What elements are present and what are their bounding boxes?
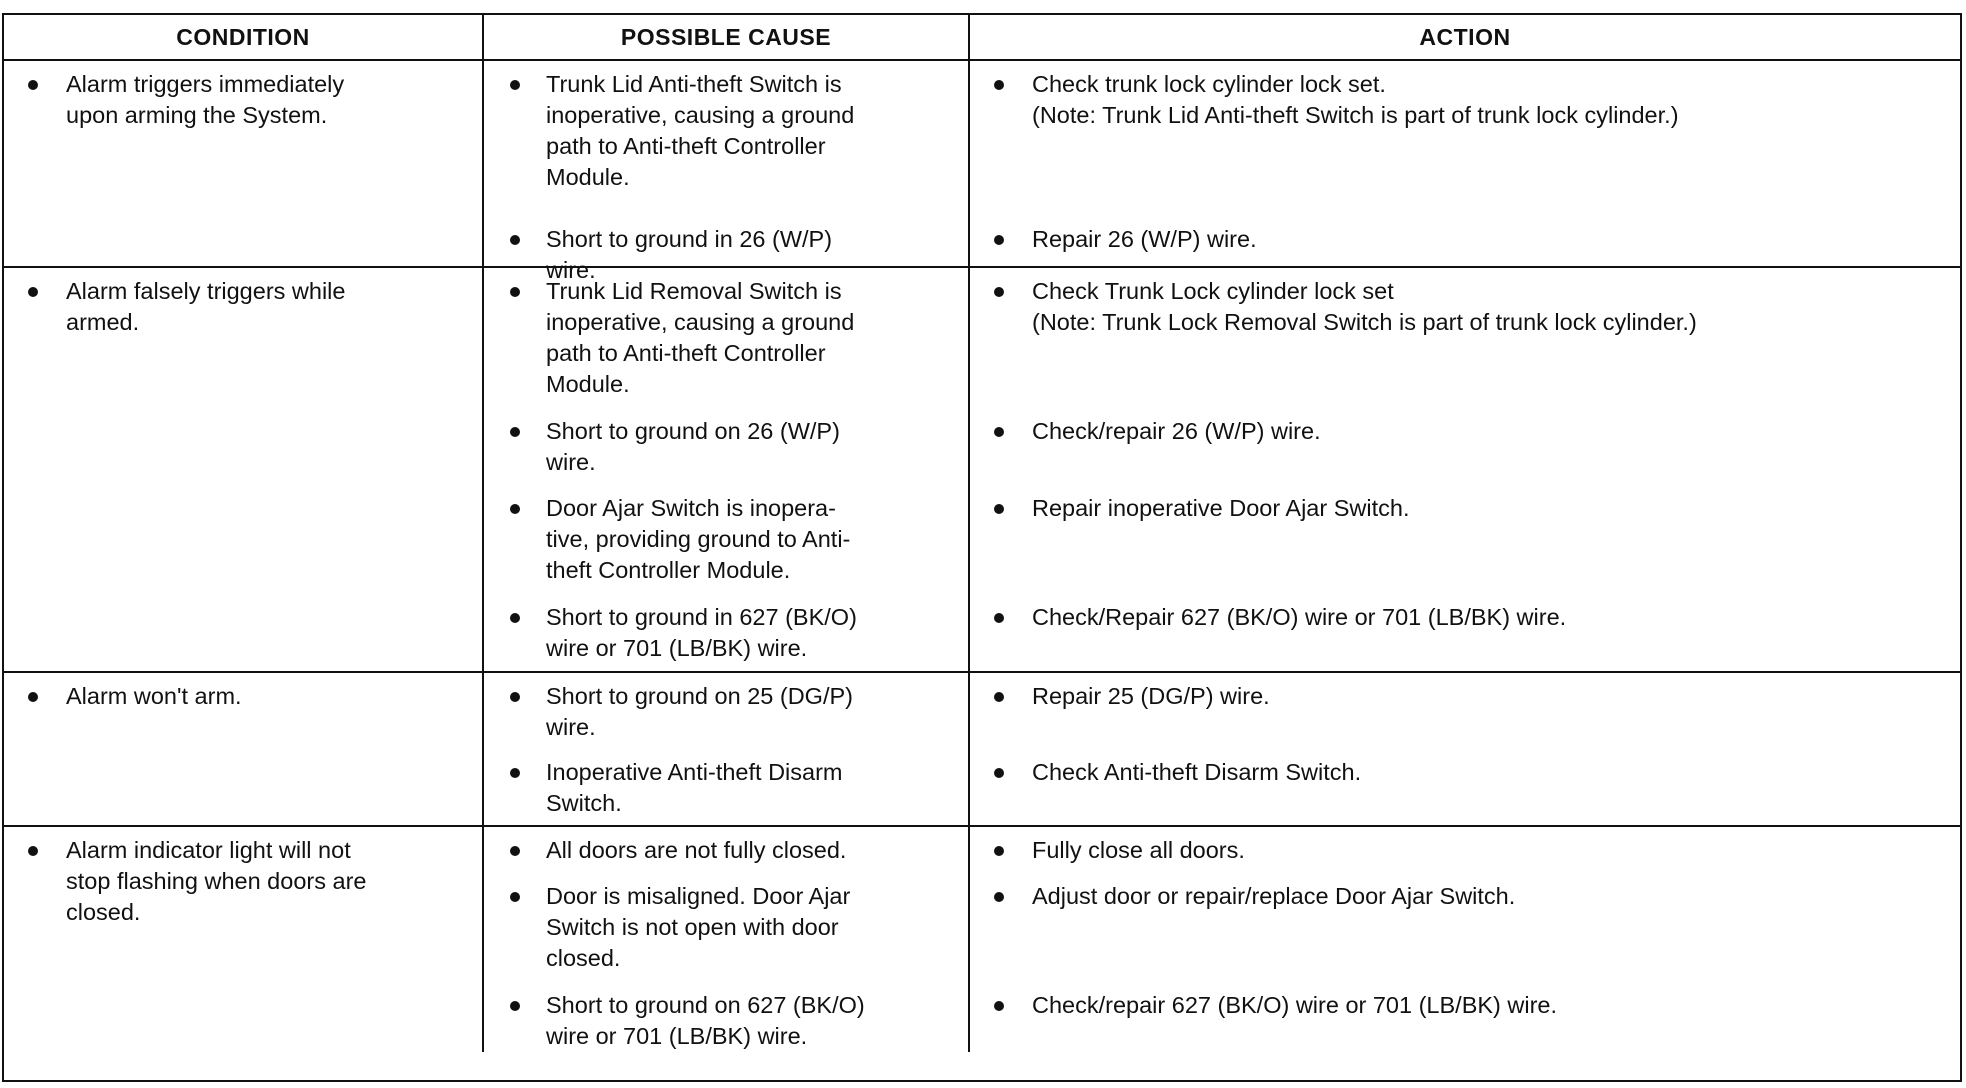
cause-cell xyxy=(484,61,970,283)
condition-text: Alarm falsely triggers while armed. xyxy=(4,276,482,338)
cause-item: All doors are not fully closed. xyxy=(484,835,968,881)
action-item: Check/repair 26 (W/P) wire. xyxy=(970,416,1960,493)
troubleshooting-table xyxy=(2,13,1962,1082)
action-item: Repair 26 (W/P) wire. xyxy=(970,224,1960,255)
header-condition: CONDITION xyxy=(4,15,484,59)
cause-item: Door is misaligned. Door Ajar Switch is not open with door closed. xyxy=(484,881,968,990)
cause-item: Trunk Lid Anti-theft Switch is inoperative, causing a ground path to Anti-theft Controller Module. xyxy=(484,69,968,224)
cause-cell xyxy=(484,268,970,671)
condition-text: Alarm won't arm. xyxy=(4,681,482,712)
condition-text: Alarm triggers immediately upon arming the System. xyxy=(4,69,482,131)
cause-item: Inoperative Anti-theft Disarm Switch. xyxy=(484,757,968,819)
header-possible-cause: POSSIBLE CAUSE xyxy=(484,15,970,59)
condition-cell xyxy=(4,673,484,825)
condition-cell xyxy=(4,61,484,266)
table-row xyxy=(4,268,1960,673)
action-item: Check Anti-theft Disarm Switch. xyxy=(970,757,1960,788)
action-cell xyxy=(970,827,1960,1052)
action-item: Check/Repair 627 (BK/O) wire or 701 (LB/BK) wire. xyxy=(970,602,1960,633)
action-cell xyxy=(970,673,1960,825)
table-row xyxy=(4,61,1960,283)
cause-item: Door Ajar Switch is inopera- tive, providing ground to Anti- theft Controller Module. xyxy=(484,493,968,602)
table-header xyxy=(4,15,1960,61)
table-row xyxy=(4,827,1960,1052)
action-cell xyxy=(970,268,1960,671)
cause-cell xyxy=(484,673,970,825)
cause-item: Short to ground on 25 (DG/P) wire. xyxy=(484,681,968,757)
condition-cell xyxy=(4,827,484,1052)
table-row xyxy=(4,673,1960,827)
condition-cell xyxy=(4,268,484,671)
cause-item: Short to ground in 26 (W/P) wire. xyxy=(484,224,968,286)
action-cell xyxy=(970,61,1960,266)
action-item: Fully close all doors. xyxy=(970,835,1960,881)
condition-text: Alarm indicator light will not stop flashing when doors are closed. xyxy=(4,835,482,928)
action-item: Check Trunk Lock cylinder lock set (Note: Trunk Lock Removal Switch is part of trunk lock cylinder.) xyxy=(970,276,1960,416)
cause-item: Trunk Lid Removal Switch is inoperative, causing a ground path to Anti-theft Controller Module. xyxy=(484,276,968,416)
action-item: Repair 25 (DG/P) wire. xyxy=(970,681,1960,757)
cause-item: Short to ground on 26 (W/P) wire. xyxy=(484,416,968,493)
cause-item: Short to ground on 627 (BK/O) wire or 701 (LB/BK) wire. xyxy=(484,990,968,1052)
cause-cell xyxy=(484,827,970,1052)
action-item: Adjust door or repair/replace Door Ajar Switch. xyxy=(970,881,1960,990)
action-item: Check trunk lock cylinder lock set. (Note: Trunk Lid Anti-theft Switch is part of trunk lock cylinder.) xyxy=(970,69,1960,224)
cause-item: Short to ground in 627 (BK/O) wire or 701 (LB/BK) wire. xyxy=(484,602,968,664)
action-item: Repair inoperative Door Ajar Switch. xyxy=(970,493,1960,602)
action-item: Check/repair 627 (BK/O) wire or 701 (LB/BK) wire. xyxy=(970,990,1960,1021)
header-action: ACTION xyxy=(1419,23,1511,50)
